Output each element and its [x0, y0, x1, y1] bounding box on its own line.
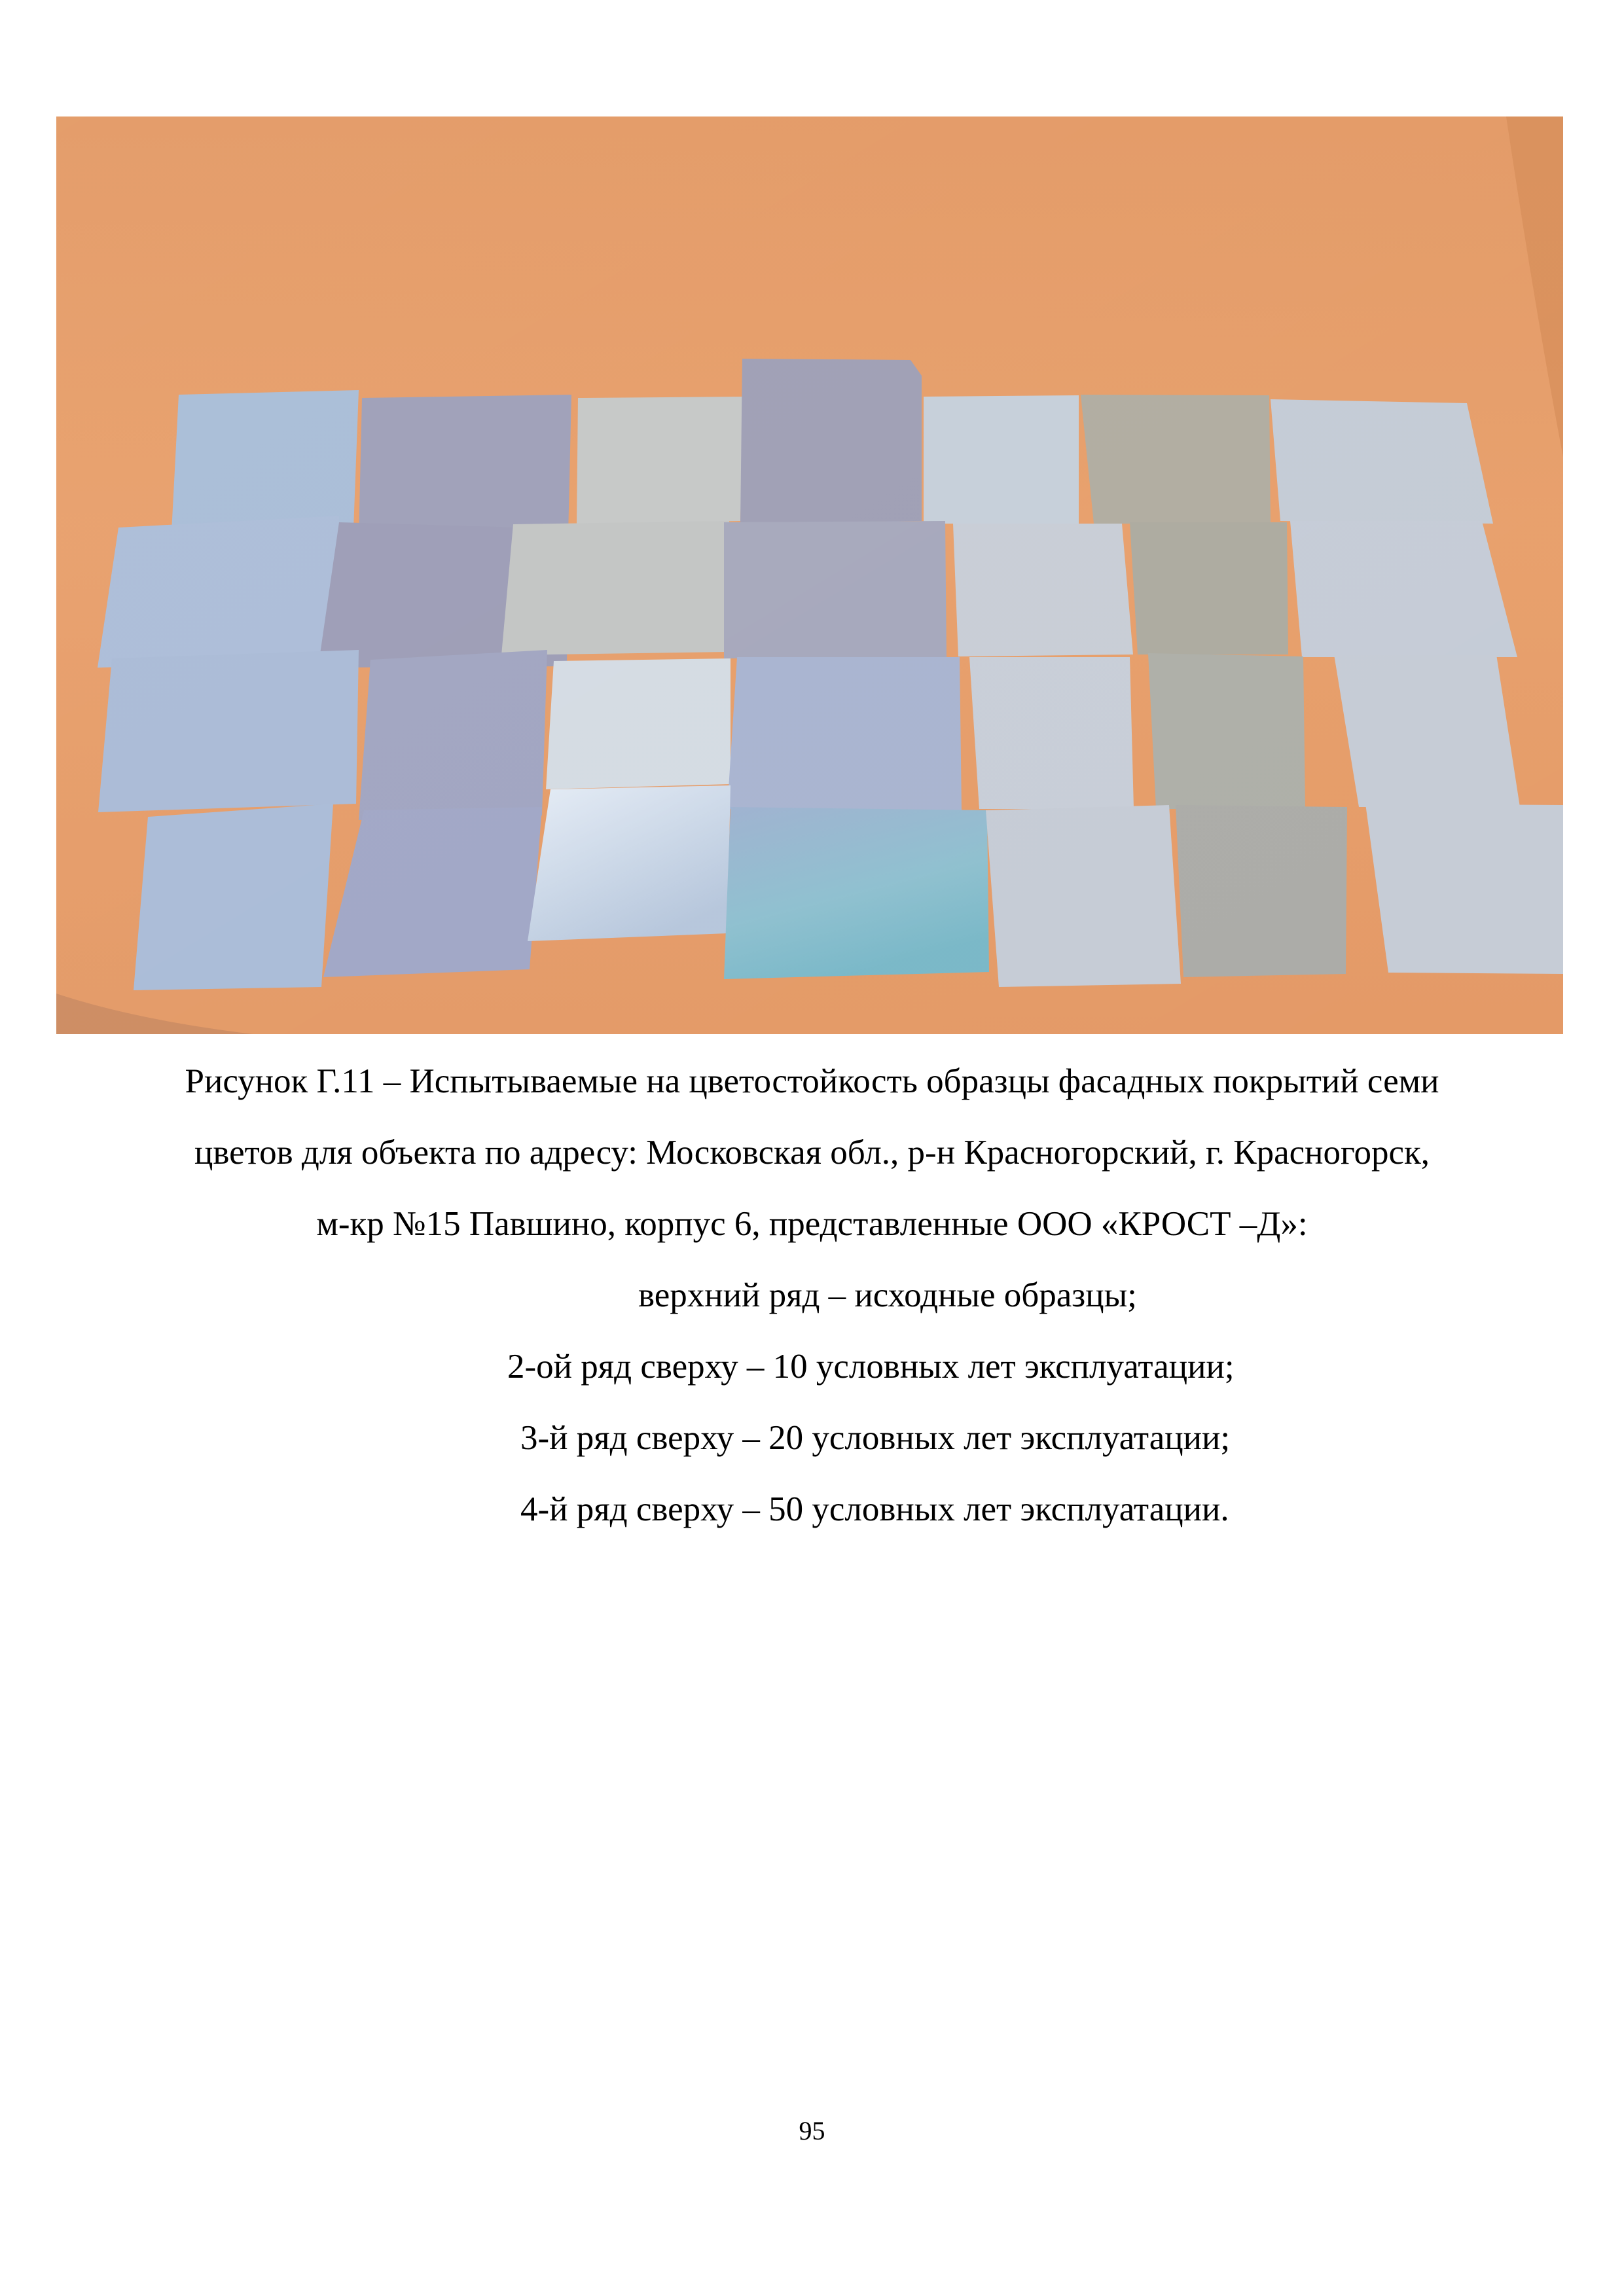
rows-legend-top [638, 1260, 1137, 1331]
sample-photo [56, 117, 1563, 1034]
page-number: 95 [799, 2116, 825, 2145]
caption-line-1: Рисунок Г.11 – Испытываемые на цветостойкость образцы фасадных покрытий семи [185, 1062, 1439, 1100]
caption-line-3: м-кр №15 Павшино, корпус 6, представленные ООО «КРОСТ –Д»: [316, 1205, 1308, 1243]
rows-legend-item-1: верхний ряд – исходные образцы; [638, 1276, 1137, 1314]
rows-legend-item-2: 2-ой ряд сверху – 10 условных лет эксплуатации; [507, 1348, 1235, 1386]
caption-line-2: цветов для объекта по адресу: Московская обл., р-н Красногорский, г. Красногорск, [194, 1134, 1430, 1172]
rows-legend-item-4: 4-й ряд сверху – 50 условных лет эксплуатации. [520, 1490, 1229, 1528]
sample-panels [56, 117, 1563, 1034]
figure-caption [0, 1046, 1624, 1260]
rows-legend [507, 1331, 1235, 1545]
rows-legend-item-3: 3-й ряд сверху – 20 условных лет эксплуатации; [520, 1419, 1231, 1457]
